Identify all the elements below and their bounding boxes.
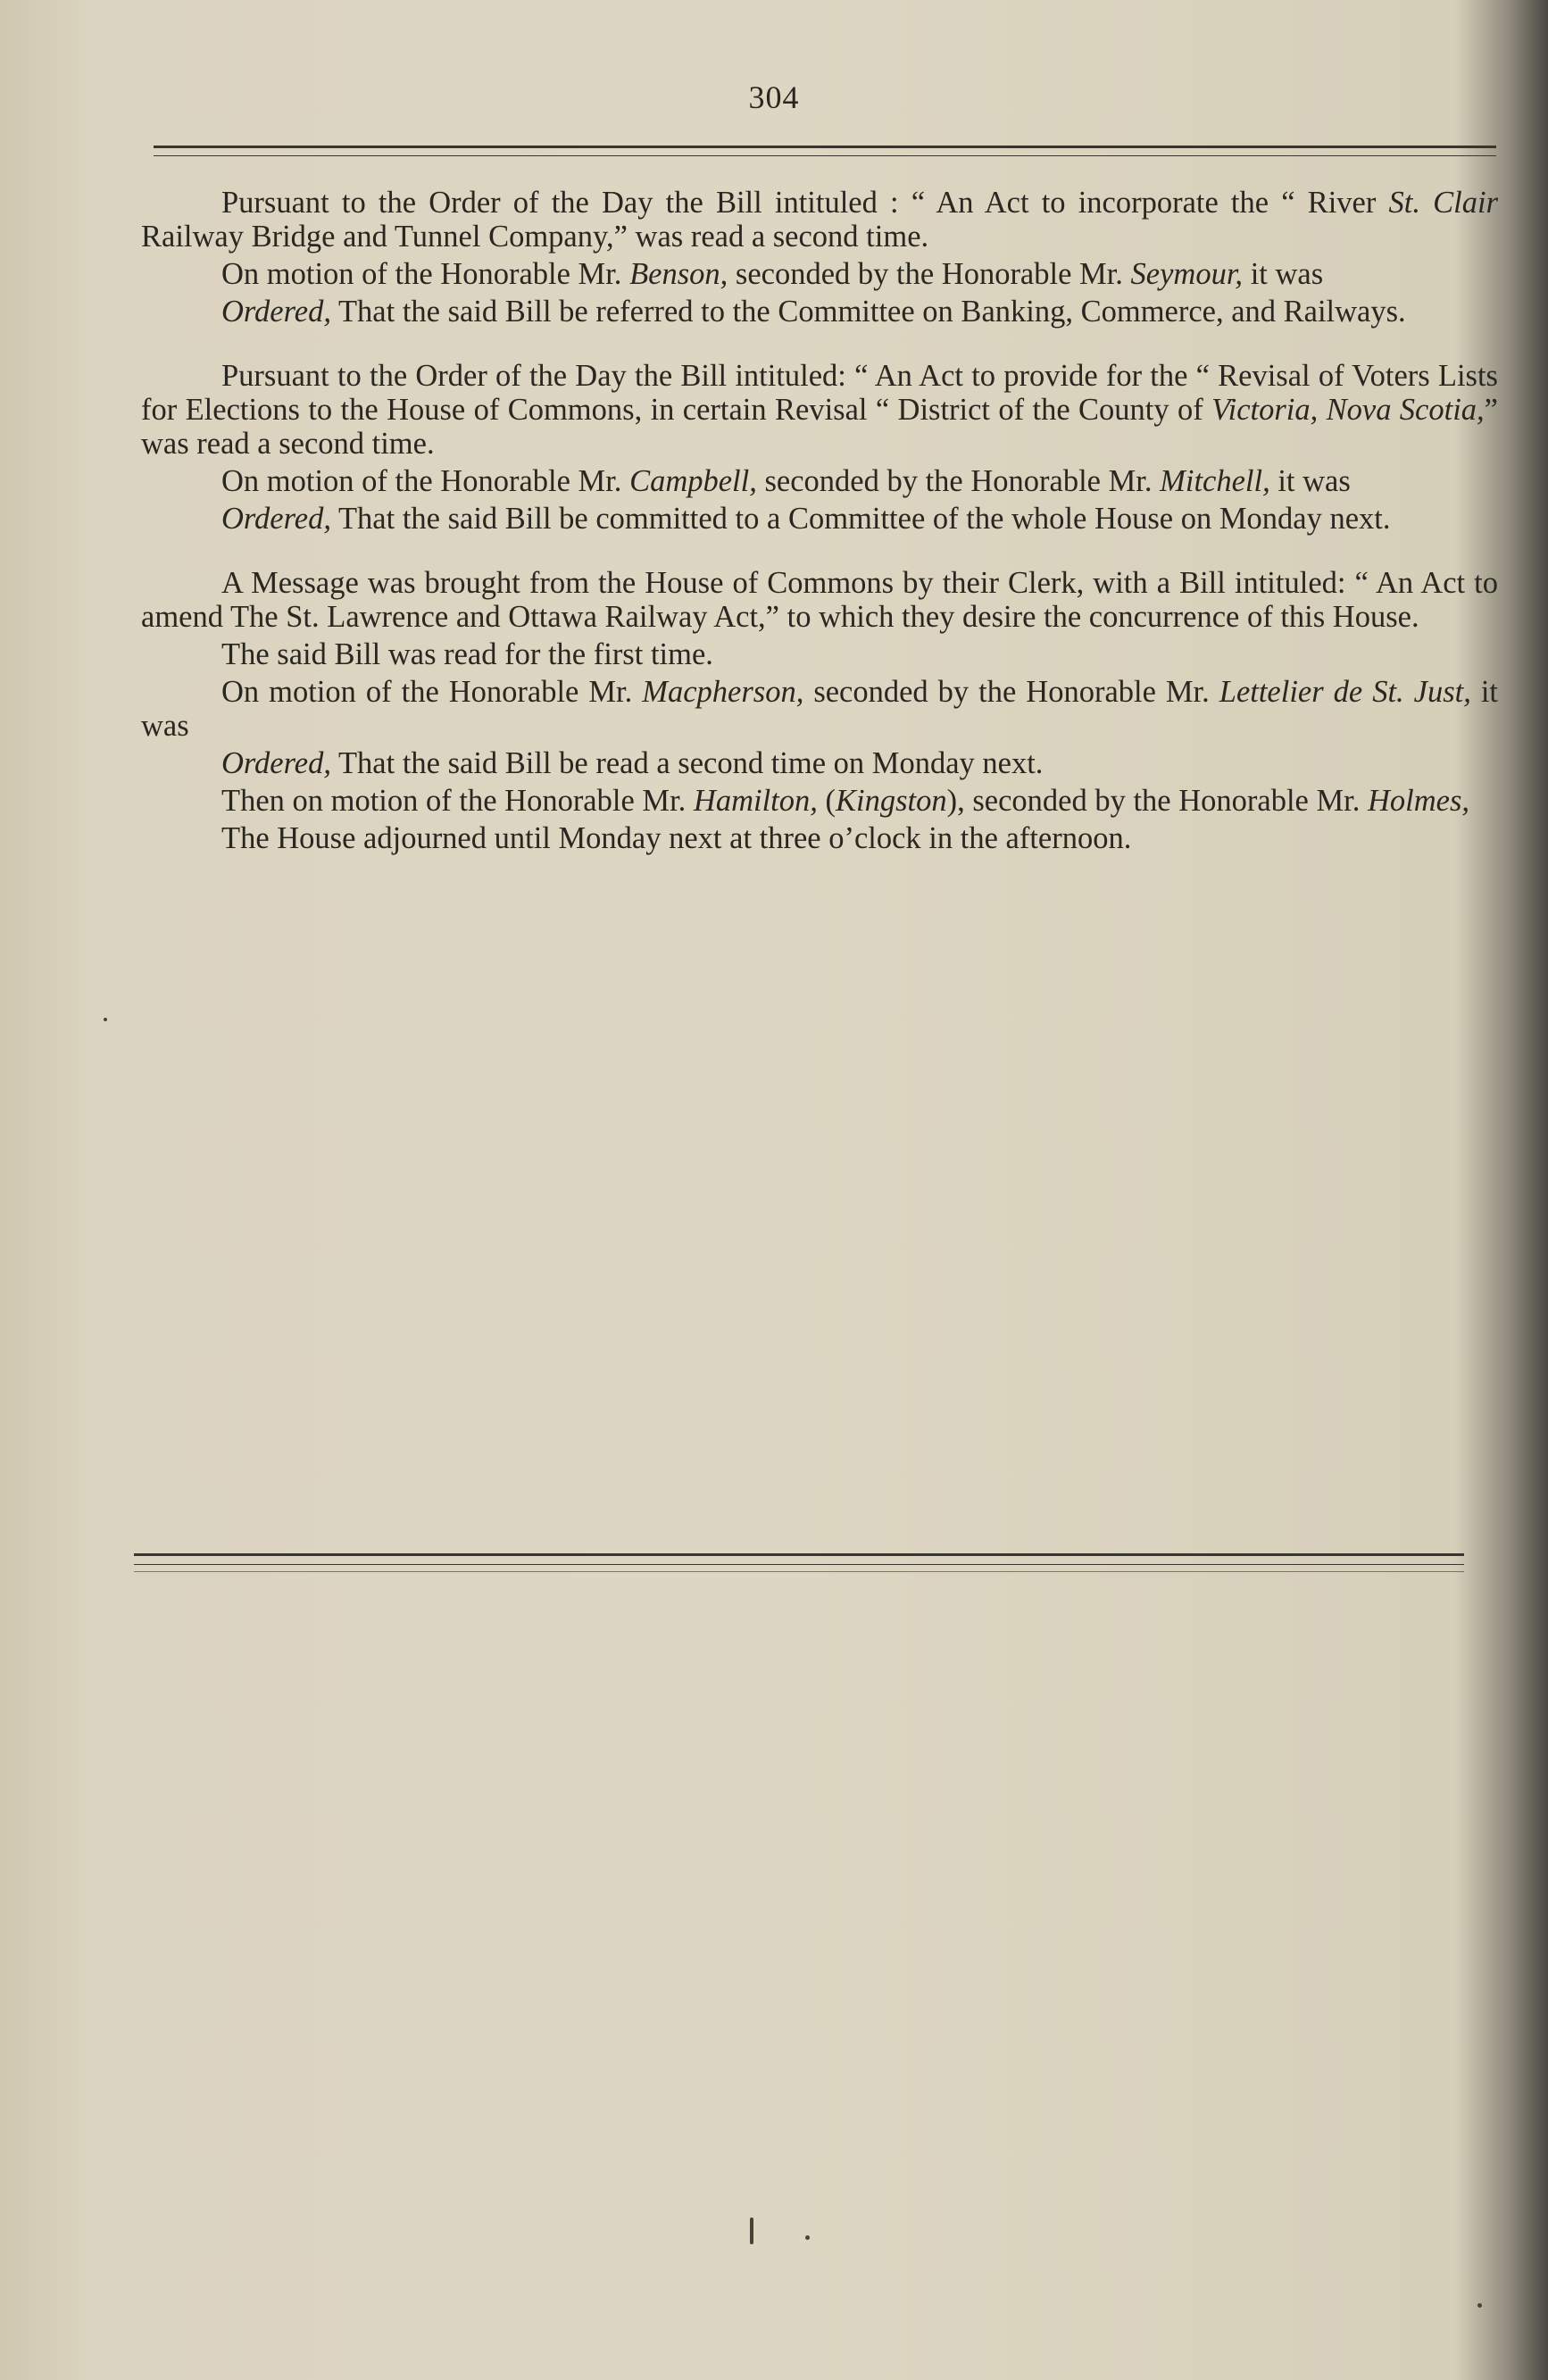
ink-speck	[750, 2218, 753, 2244]
text-run: seconded by the Honorable Mr.	[756, 464, 1161, 498]
text-run: That the said Bill be read a second time on Monday next.	[330, 746, 1044, 780]
italic-run: Campbell,	[629, 464, 757, 498]
text-run: Pursuant to the Order of the Day the Bill intituled: “ An Act to provide for the “ Revisal of Voters Lists for Elections to the House of Commons, in certain Revisal “ District of the County of	[141, 359, 1498, 427]
footer-rule-faint	[134, 1571, 1464, 1572]
text-run: seconded by the Honorable Mr.	[728, 257, 1131, 291]
text-run: That the said Bill be referred to the Committee on Banking, Commerce, and Railways.	[330, 295, 1406, 329]
italic-run: St. Clair	[1388, 186, 1498, 220]
text-run: On motion of the Honorable Mr.	[221, 464, 630, 498]
italic-run: Kingston	[836, 784, 947, 818]
text-run: it was	[1243, 257, 1324, 291]
text-run: That the said Bill be committed to a Committee of the whole House on Monday next.	[330, 502, 1391, 536]
footer-rule-thick	[134, 1553, 1464, 1556]
text-run: seconded by the Honorable Mr.	[803, 675, 1219, 709]
paragraph	[141, 359, 1498, 461]
italic-run: Ordered,	[221, 295, 331, 329]
ink-speck	[1477, 2303, 1482, 2308]
paragraph	[141, 566, 1498, 634]
italic-run: Seymour,	[1130, 257, 1244, 291]
text-run: Railway Bridge and Tunnel Company,” was read a second time.	[141, 220, 929, 254]
italic-run: Holmes,	[1368, 784, 1470, 818]
text-run: A Message was brought from the House of Commons by their Clerk, with a Bill intituled: “ An Act to amend The St. Lawrence and Ottawa Railway Act,” to which they desire the concurrence of this House.	[141, 566, 1498, 634]
paragraph	[141, 295, 1498, 329]
text-run: Pursuant to the Order of the Day the Bill intituled : “ An Act to incorporate the “ River	[221, 186, 1389, 220]
paragraph	[141, 821, 1498, 855]
text-run: ), seconded by the Honorable Mr.	[946, 784, 1368, 818]
italic-run: Hamilton,	[693, 784, 818, 818]
text-run: The House adjourned until Monday next at three o’clock in the afternoon.	[221, 821, 1132, 855]
text-run: On motion of the Honorable Mr.	[221, 257, 630, 291]
italic-run: Lettelier de St. Just,	[1219, 675, 1471, 709]
italic-run: Victoria, Nova Scotia,	[1211, 393, 1485, 427]
paragraph	[141, 257, 1498, 291]
paragraph	[141, 784, 1498, 818]
page-number: 304	[748, 79, 800, 115]
text-run: Then on motion of the Honorable Mr.	[221, 784, 694, 818]
text-run: ” was read a second time.	[141, 393, 1498, 461]
italic-run: Benson,	[629, 257, 728, 291]
paragraph	[141, 502, 1498, 536]
italic-run: Mitchell,	[1160, 464, 1270, 498]
text-run: it was	[1269, 464, 1351, 498]
italic-run: Macpherson,	[642, 675, 804, 709]
footer-rule-thin	[134, 1564, 1464, 1565]
header-rule-thick	[154, 146, 1496, 148]
body-text	[141, 186, 1498, 855]
text-run: it was	[141, 675, 1499, 743]
ink-speck	[104, 1018, 107, 1021]
paragraph	[141, 186, 1498, 254]
paragraph	[141, 746, 1498, 780]
paragraph	[141, 637, 1498, 671]
italic-run: Ordered,	[221, 746, 331, 780]
text-run: The said Bill was read for the first time.	[221, 637, 713, 671]
italic-run: Ordered,	[221, 502, 331, 536]
ink-speck	[805, 2235, 810, 2240]
header-rule-thin	[154, 155, 1496, 156]
text-run: On motion of the Honorable Mr.	[221, 675, 643, 709]
paragraph	[141, 675, 1498, 743]
paragraph	[141, 464, 1498, 498]
text-run: (	[817, 784, 836, 818]
